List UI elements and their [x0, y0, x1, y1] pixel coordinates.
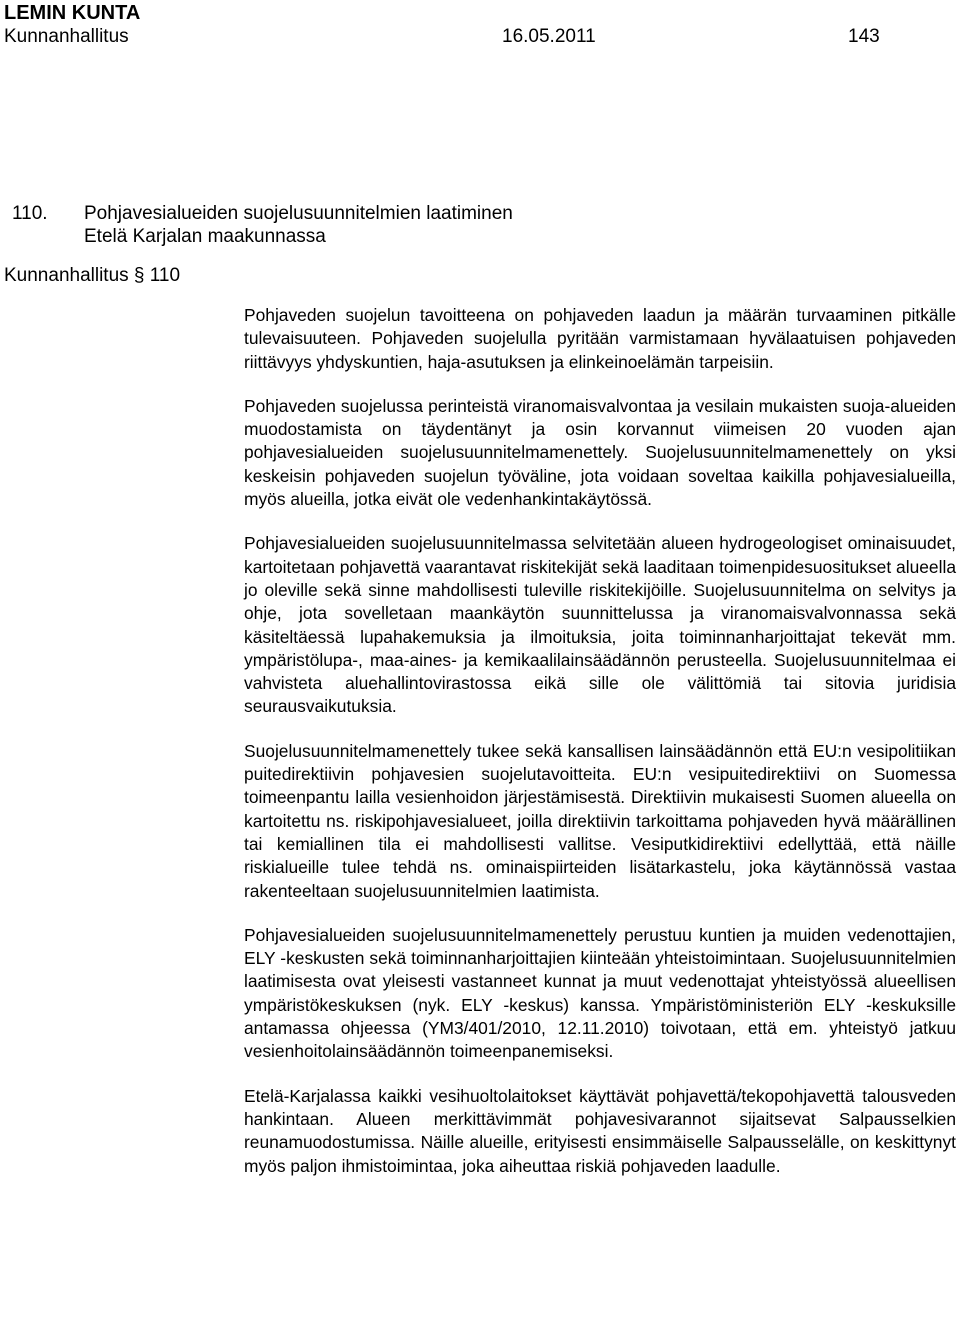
- item-number: 110.: [12, 203, 48, 224]
- meeting-date: 16.05.2011: [502, 26, 596, 47]
- document-body: [244, 304, 956, 1199]
- board-name: Kunnanhallitus: [4, 26, 129, 47]
- paragraph: Etelä-Karjalassa kaikki vesihuoltolaitokset käyttävät pohjavettä/tekopohjavettä talousveden hankintaan. Alueen merkittävimmät pohjavesivarannot sijaitsevat Salpausselkien reunamuodostumissa. Näille alueille, erityisesti ensimmäiselle Salpausselälle, on keskittynyt myös paljon ihmistoimintaa, joka aiheuttaa riskiä pohjaveden laadulle.: [244, 1085, 956, 1176]
- paragraph: Pohjaveden suojelussa perinteistä viranomaisvalvontaa ja vesilain mukaisten suoja-alueiden muodostamista on täydentänyt ja osin korvannut viimeisen 20 vuoden ajan pohjavesialueiden suojelusuunnitelmamenettely. Suojelusuunnitelmamenettely on yksi keskeisin pohjaveden suojelun työväline, jota voidaan soveltaa kaikilla pohjavesialueilla, myös alueilla, jotka eivät ole vedenhankintakäytössä.: [244, 395, 956, 510]
- paragraph: Pohjavesialueiden suojelusuunnitelmamenettely perustuu kuntien ja muiden vedenottajien, ELY -keskusten sekä toiminnanharjoittajien kiinteään yhteistoimintaan. Suojelusuunnitelmien laatimisesta ovat yleisesti vastanneet kunnat ja muut vedenottajat yhteistyössä alueellisen ympäristökeskuksen (nyk. ELY -keskus) kanssa. Ympäristöministeriön ELY -keskuksille antamassa ohjeessa (YM3/401/2010, 12.11.2010) toivotaan, että em. yhteistyö jatkuu vesienhoitolainsäädännön toimeenpanemiseksi.: [244, 924, 956, 1062]
- paragraph: Pohjaveden suojelun tavoitteena on pohjaveden laadun ja määrän turvaaminen pitkälle tulevaisuuteen. Pohjaveden suojelulla pyritään varmistamaan hyvälaatuisen pohjaveden riittävyys yhdyskuntien, haja-asutuksen ja elinkeinoelämän tarpeisiin.: [244, 305, 956, 372]
- agenda-item-header: [4, 202, 954, 287]
- item-title-line-1: Pohjavesialueiden suojelusuunnitelmien laatiminen: [84, 203, 513, 224]
- page-header: [4, 2, 904, 49]
- item-title-row: [4, 202, 954, 248]
- paragraph: Pohjavesialueiden suojelusuunnitelmassa selvitetään alueen hydrogeologiset ominaisuudet, kartoitetaan pohjavettä vaarantavat riskitekijät sekä laaditaan toimenpidesuositukset alueella jo oleville sekä sinne mahdollisesti tuleville riskitekijöille. Suojelusuunnitelma on selvitys ja ohje, jota sovelletaan maankäytön suunnittelussa ja viranomaisvalvonnassa sekä käsiteltäessä lupahakemuksia ja ilmoituksia, joita toiminnanharjoittajat tekevät mm. ympäristölupa-, maa-aines- ja kemikaalilainsäädännön perusteella. Suojelusuunnitelmaa ei vahvisteta aluehallintovirastossa eikä sille ole välittömiä tai sitovia juridisia seurausvaikutuksia.: [244, 533, 956, 717]
- organization-name: LEMIN KUNTA: [4, 2, 141, 24]
- paragraph: Suojelusuunnitelmamenettely tukee sekä kansallisen lainsäädännön että EU:n vesipolitiikan puitedirektiivin pohjavesien suojelutavoitteita. EU:n vesipuitedirektiivi on Suomessa toimeenpantu lailla vesienhoidon järjestämisestä. Direktiivin mukaisesti Suomen alueella on kartoitettu ns. riskipohjavesialueet, joilla direktiivin tarkoittama pohjaveden hyvä määrällinen tai kemiallinen tila ei mahdollisesti vallitse. Vesiputkidirektiivi edellyttää, että näille riskialueille tulee tehdä ns. ominaispiirteiden lisätarkastelu, joka käytännössä vastaa rakenteeltaan suojelusuunnitelmien laatimista.: [244, 740, 956, 901]
- item-title: [84, 202, 784, 248]
- page-number: 143: [848, 26, 880, 47]
- header-meta-row: [4, 25, 904, 49]
- item-title-line-2: Etelä Karjalan maakunnassa: [84, 226, 326, 247]
- item-reference: Kunnanhallitus § 110: [4, 265, 181, 286]
